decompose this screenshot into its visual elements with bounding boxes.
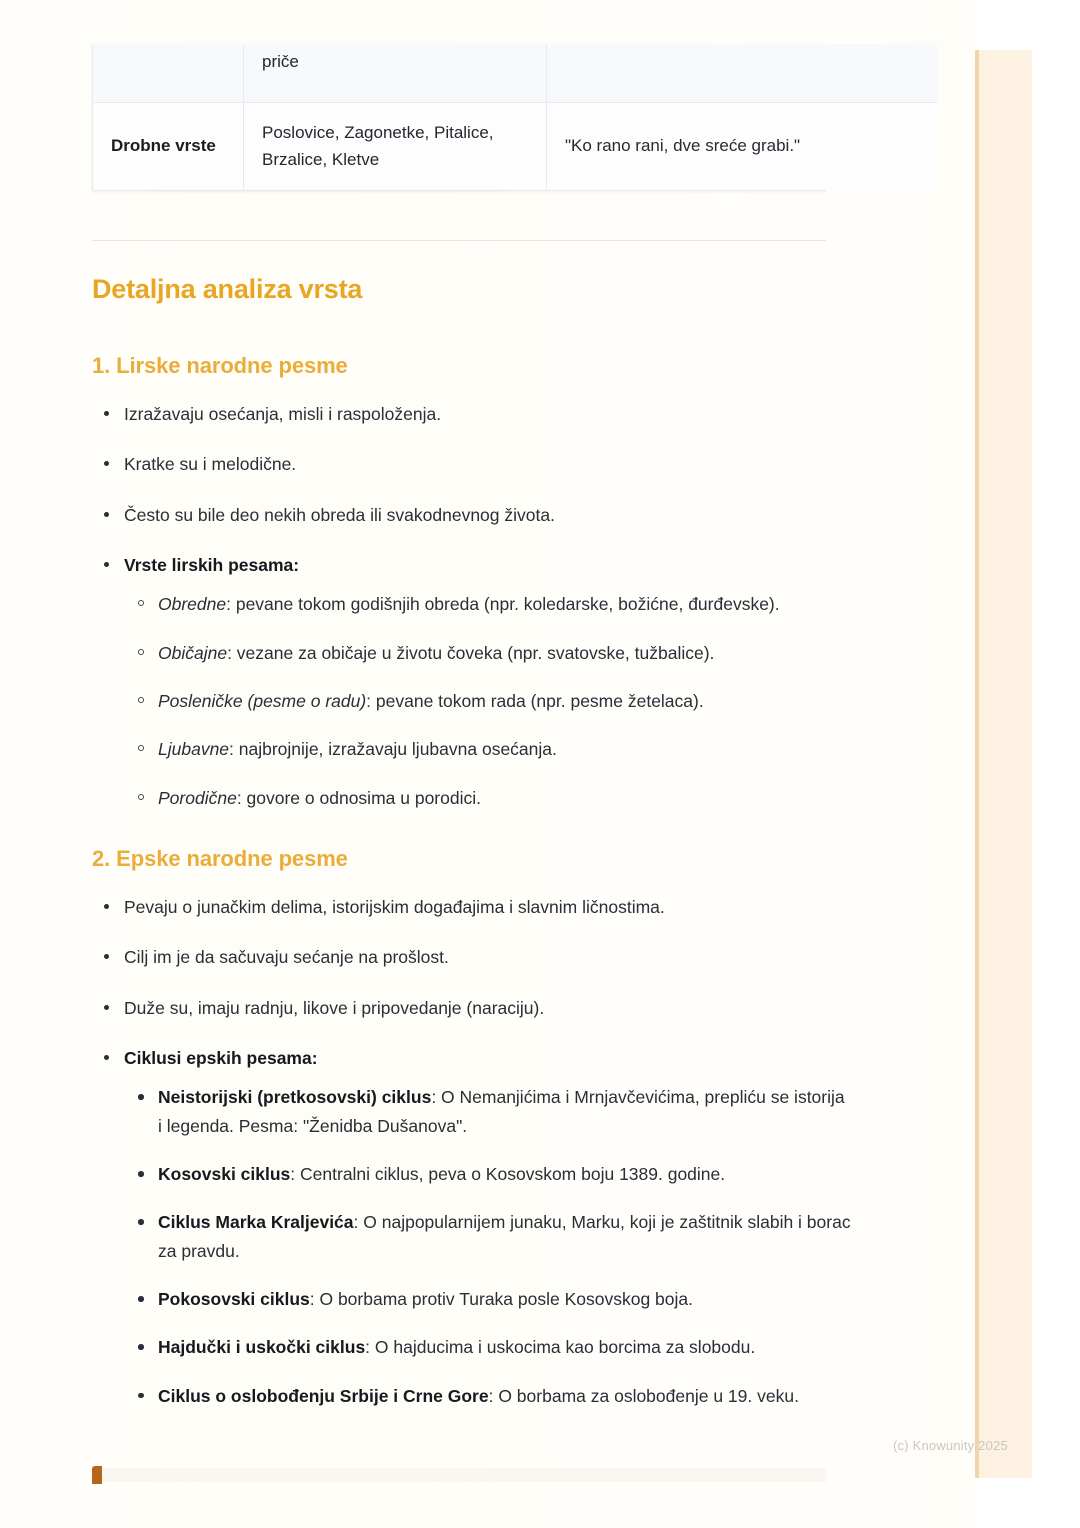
- subsection-title-lirske: 1. Lirske narodne pesme: [92, 353, 348, 378]
- list-item: [158, 1382, 852, 1410]
- type-name: Običajne: [158, 642, 228, 663]
- table-cell-items: priče: [244, 44, 547, 102]
- type-extra: (pesme o radu): [242, 691, 367, 712]
- page-title: Detaljna analiza vrsta: [92, 274, 363, 304]
- list-item: [158, 1285, 852, 1313]
- epske-bullet-list: [92, 893, 852, 1410]
- epske-cycles-list: [124, 1083, 852, 1410]
- table-cell-example: [547, 44, 938, 102]
- page-outer-margin: [1032, 0, 1080, 1528]
- lirske-types-list: [124, 590, 832, 812]
- list-item-with-sublist: [122, 1044, 852, 1410]
- cycle-desc: : Centralni ciklus, peva o Kosovskom boju 1389. godine.: [290, 1164, 726, 1185]
- list-item: Duže su, imaju radnju, likove i pripovedanje (naraciju).: [122, 994, 852, 1022]
- type-name: Ljubavne: [158, 739, 230, 760]
- list-item: Često su bile deo nekih obreda ili svakodnevnog života.: [122, 501, 832, 529]
- cycle-name: Ciklus o oslobođenju Srbije i Crne Gore: [158, 1385, 489, 1406]
- table-row: [93, 102, 937, 190]
- lirske-types-heading: Vrste lirskih pesama:: [124, 555, 300, 576]
- type-name: Porodične: [158, 787, 237, 808]
- table-cell-label: [93, 44, 244, 102]
- right-gutter-strip: [975, 50, 1036, 1478]
- list-item: [158, 1208, 852, 1265]
- list-item: Izražavaju osećanja, misli i raspoloženja.: [122, 400, 832, 428]
- cycle-name: Pokosovski ciklus: [158, 1289, 310, 1310]
- vrste-table: [92, 44, 826, 191]
- copyright-watermark: (c) Knowunity 2025: [893, 1438, 1008, 1453]
- next-card-accent-marker: [92, 1466, 102, 1484]
- list-item: [158, 590, 832, 618]
- next-card-preview: [92, 1468, 826, 1482]
- list-item: [158, 784, 832, 812]
- section-divider: [92, 240, 826, 241]
- type-desc: : govore o odnosima u porodici.: [236, 787, 481, 808]
- cycle-name: Ciklus Marka Kraljevića: [158, 1212, 354, 1233]
- type-name: Obredne: [158, 594, 227, 615]
- lirske-content: [92, 400, 832, 834]
- type-desc: : pevane tokom rada (npr. pesme žetelaca).: [366, 691, 704, 712]
- table-cell-example: "Ko rano rani, dve sreće grabi.": [547, 102, 938, 190]
- cycle-desc: : O Nemanjićima i Mrnjavčevićima, prepliću se istorija i legenda. Pesma: "Ženidba Dušanova".: [158, 1087, 845, 1136]
- cycle-name: Hajdučki i uskočki ciklus: [158, 1337, 366, 1358]
- list-item: [158, 1333, 852, 1361]
- cycle-desc: : O borbama protiv Turaka posle Kosovskog boja.: [309, 1289, 694, 1310]
- list-item: Kratke su i melodične.: [122, 450, 832, 478]
- list-item-with-sublist: [122, 551, 832, 812]
- type-desc: : vezane za običaje u životu čoveka (npr. svatovske, tužbalice).: [227, 642, 715, 663]
- cycle-name: Kosovski ciklus: [158, 1164, 291, 1185]
- cycle-desc: : O hajducima i uskocima kao borcima za slobodu.: [365, 1337, 756, 1358]
- epske-content: [92, 893, 852, 1432]
- type-desc: : najbrojnije, izražavaju ljubavna osećanja.: [229, 739, 557, 760]
- epske-cycles-heading: Ciklusi epskih pesama:: [124, 1048, 318, 1069]
- list-item: [158, 1083, 852, 1140]
- list-item: [158, 639, 832, 667]
- table-cell-label: Drobne vrste: [93, 102, 244, 190]
- list-item: Cilj im je da sačuvaju sećanje na prošlost.: [122, 943, 852, 971]
- list-item: Pevaju o junačkim delima, istorijskim događajima i slavnim ličnostima.: [122, 893, 852, 921]
- table-row: [93, 44, 937, 102]
- type-desc: : pevane tokom godišnjih obreda (npr. koledarske, božićne, đurđevske).: [226, 594, 780, 615]
- subsection-title-epske: 2. Epske narodne pesme: [92, 846, 348, 871]
- cycle-name: Neistorijski (pretkosovski) ciklus: [158, 1087, 432, 1108]
- type-name: Posleničke: [158, 691, 243, 712]
- list-item: [158, 1160, 852, 1188]
- cycle-desc: : O najpopularnijem junaku, Marku, koji je zaštitnik slabih i borac za pravdu.: [158, 1212, 851, 1261]
- table-cell-items: Poslovice, Zagonetke, Pitalice, Brzalice, Kletve: [244, 102, 547, 190]
- list-item: [158, 735, 832, 763]
- list-item: [158, 687, 832, 715]
- lirske-bullet-list: [92, 400, 832, 812]
- cycle-desc: : O borbama za oslobođenje u 19. veku.: [488, 1385, 799, 1406]
